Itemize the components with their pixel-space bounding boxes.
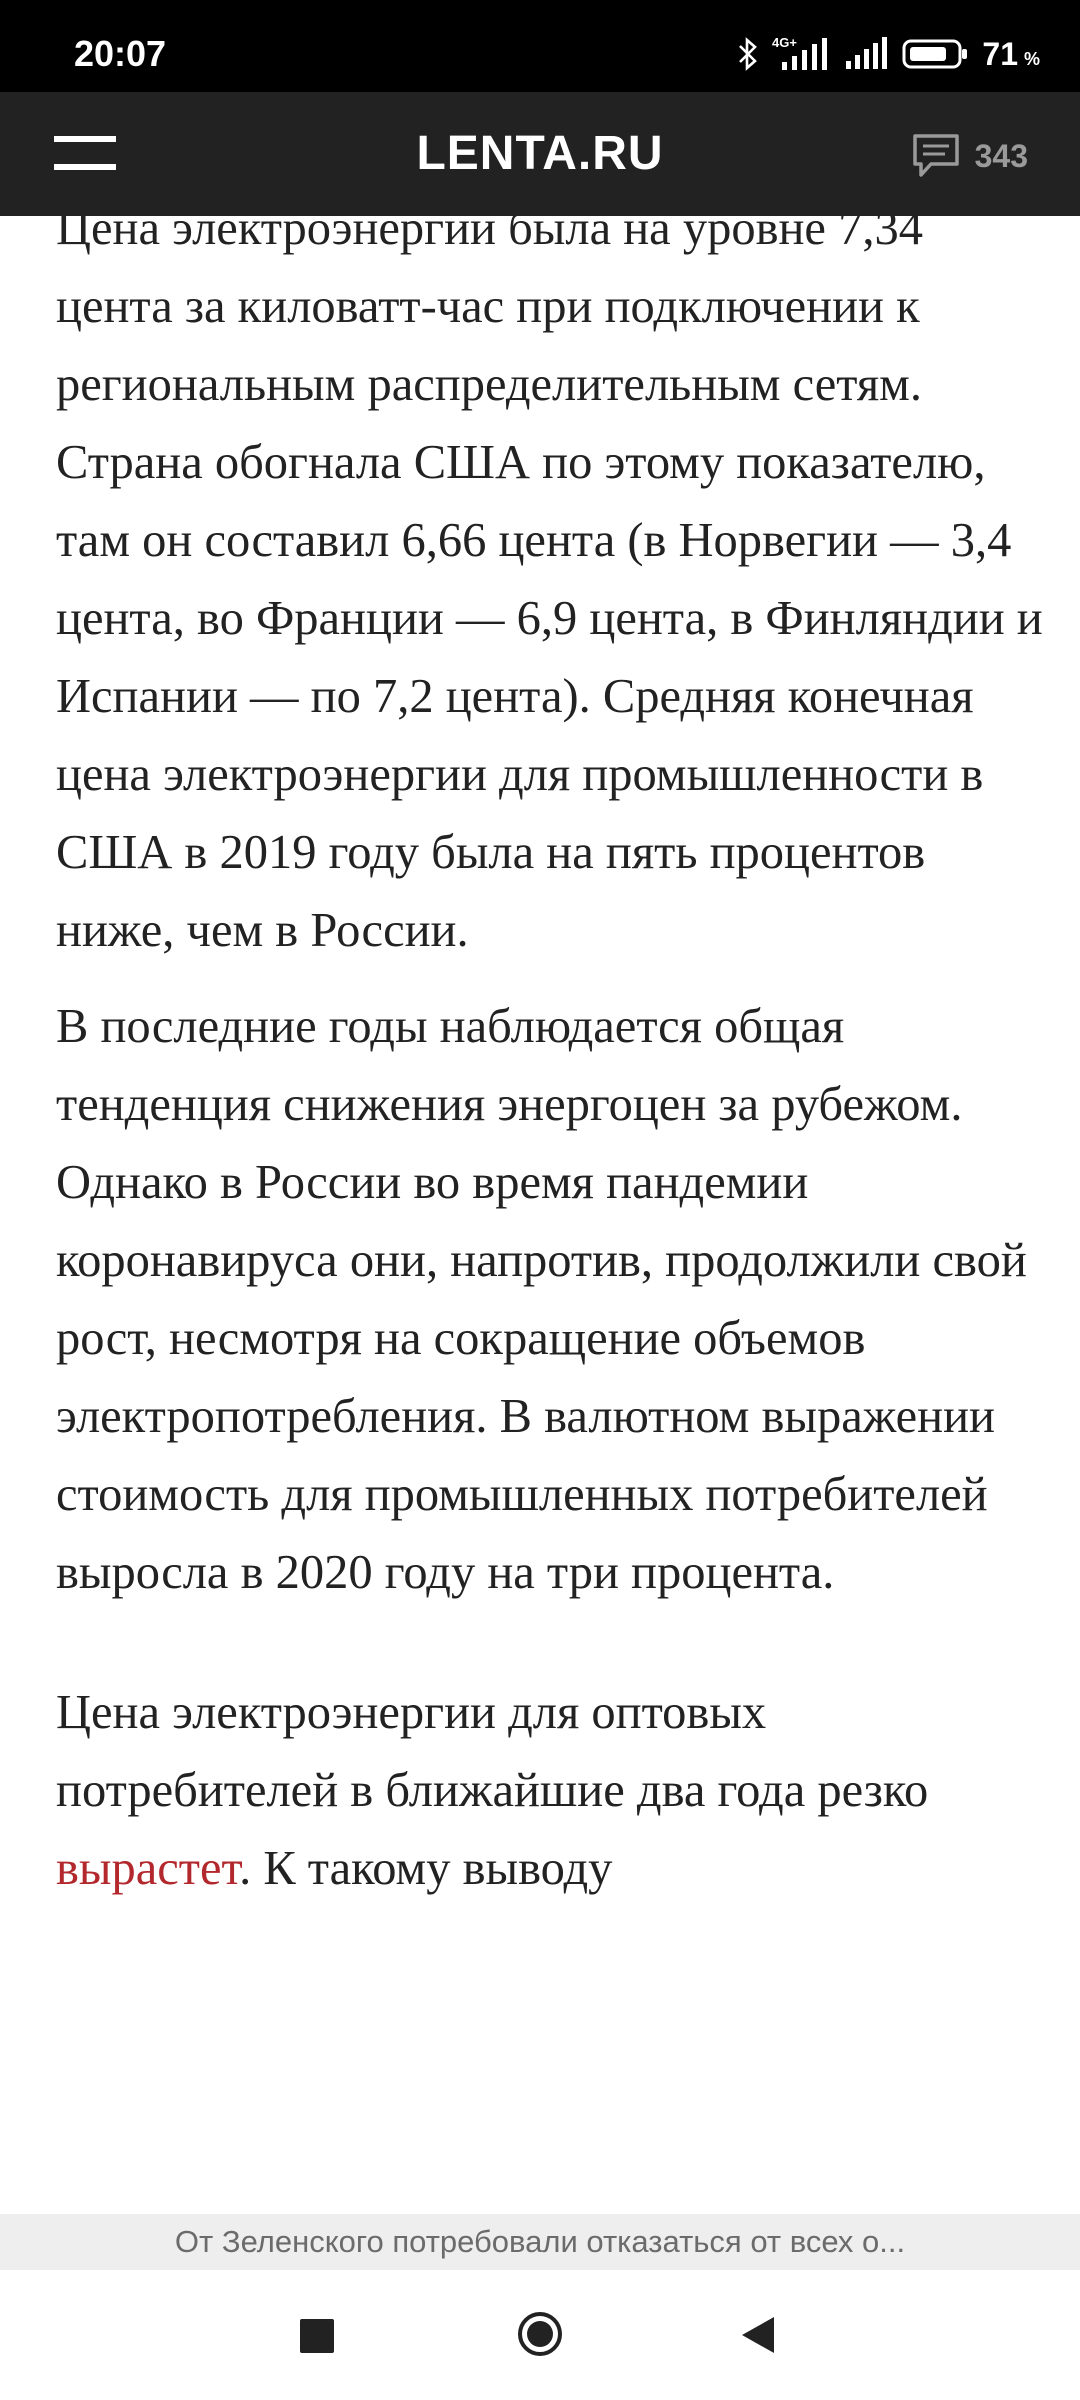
system-nav-bar	[0, 2270, 1080, 2400]
comments-count: 343	[974, 137, 1028, 174]
paragraph-text: Цена электроэнергии для оптовых потребителей в ближайшие два года резко	[56, 1686, 929, 1817]
battery-percent-sign: %	[1023, 48, 1040, 69]
news-ticker[interactable]: От Зеленского потребовали отказаться от всех о...	[0, 2214, 1080, 2270]
bluetooth-icon	[738, 37, 758, 71]
recent-apps-icon[interactable]	[300, 2319, 334, 2353]
article-link[interactable]: вырастет	[56, 1842, 240, 1895]
site-logo[interactable]: LENTA.RU	[416, 127, 664, 180]
battery-level: 71	[982, 36, 1018, 72]
article-paragraph: Цена электроэнергии была на уровне 7,34 цента за киловатт-час при подключении к региональным распределительным сетям. Страна обогнала США по этому показателю, там он составил 6,66 цента (в Норвегии — 3,4 цента, во Франции — 6,9 цента, в Финляндии и Испании — по 7,2 цента). Средняя конечная цена электроэнергии для промышленности в США в 2019 году была на пять процентов ниже, чем в России.	[56, 202, 1043, 957]
paragraph-text: . К такому выводу	[239, 1842, 613, 1895]
network-type-label: 4G+	[772, 35, 798, 50]
article-paragraph	[56, 1674, 1046, 1908]
article-paragraph: В последние годы наблюдается общая тенденция снижения энергоцен за рубежом. Однако в России во время пандемии коронавируса они, напротив, продолжили свой рост, несмотря на сокращение объемов электропотребления. В валютном выражении стоимость для промышленных потребителей выросла в 2020 году на три процента.	[56, 1000, 1027, 1599]
comment-icon	[911, 132, 961, 180]
comments-button[interactable]	[911, 130, 1028, 182]
signal-icon	[846, 37, 888, 71]
status-time: 20:07	[74, 33, 167, 74]
status-bar	[0, 0, 1080, 92]
back-icon[interactable]	[740, 2315, 776, 2355]
signal-4g-icon	[772, 34, 832, 74]
status-icons	[738, 34, 1040, 74]
article-body	[56, 190, 1046, 1908]
home-icon[interactable]	[516, 2310, 564, 2358]
battery-icon	[902, 38, 968, 70]
